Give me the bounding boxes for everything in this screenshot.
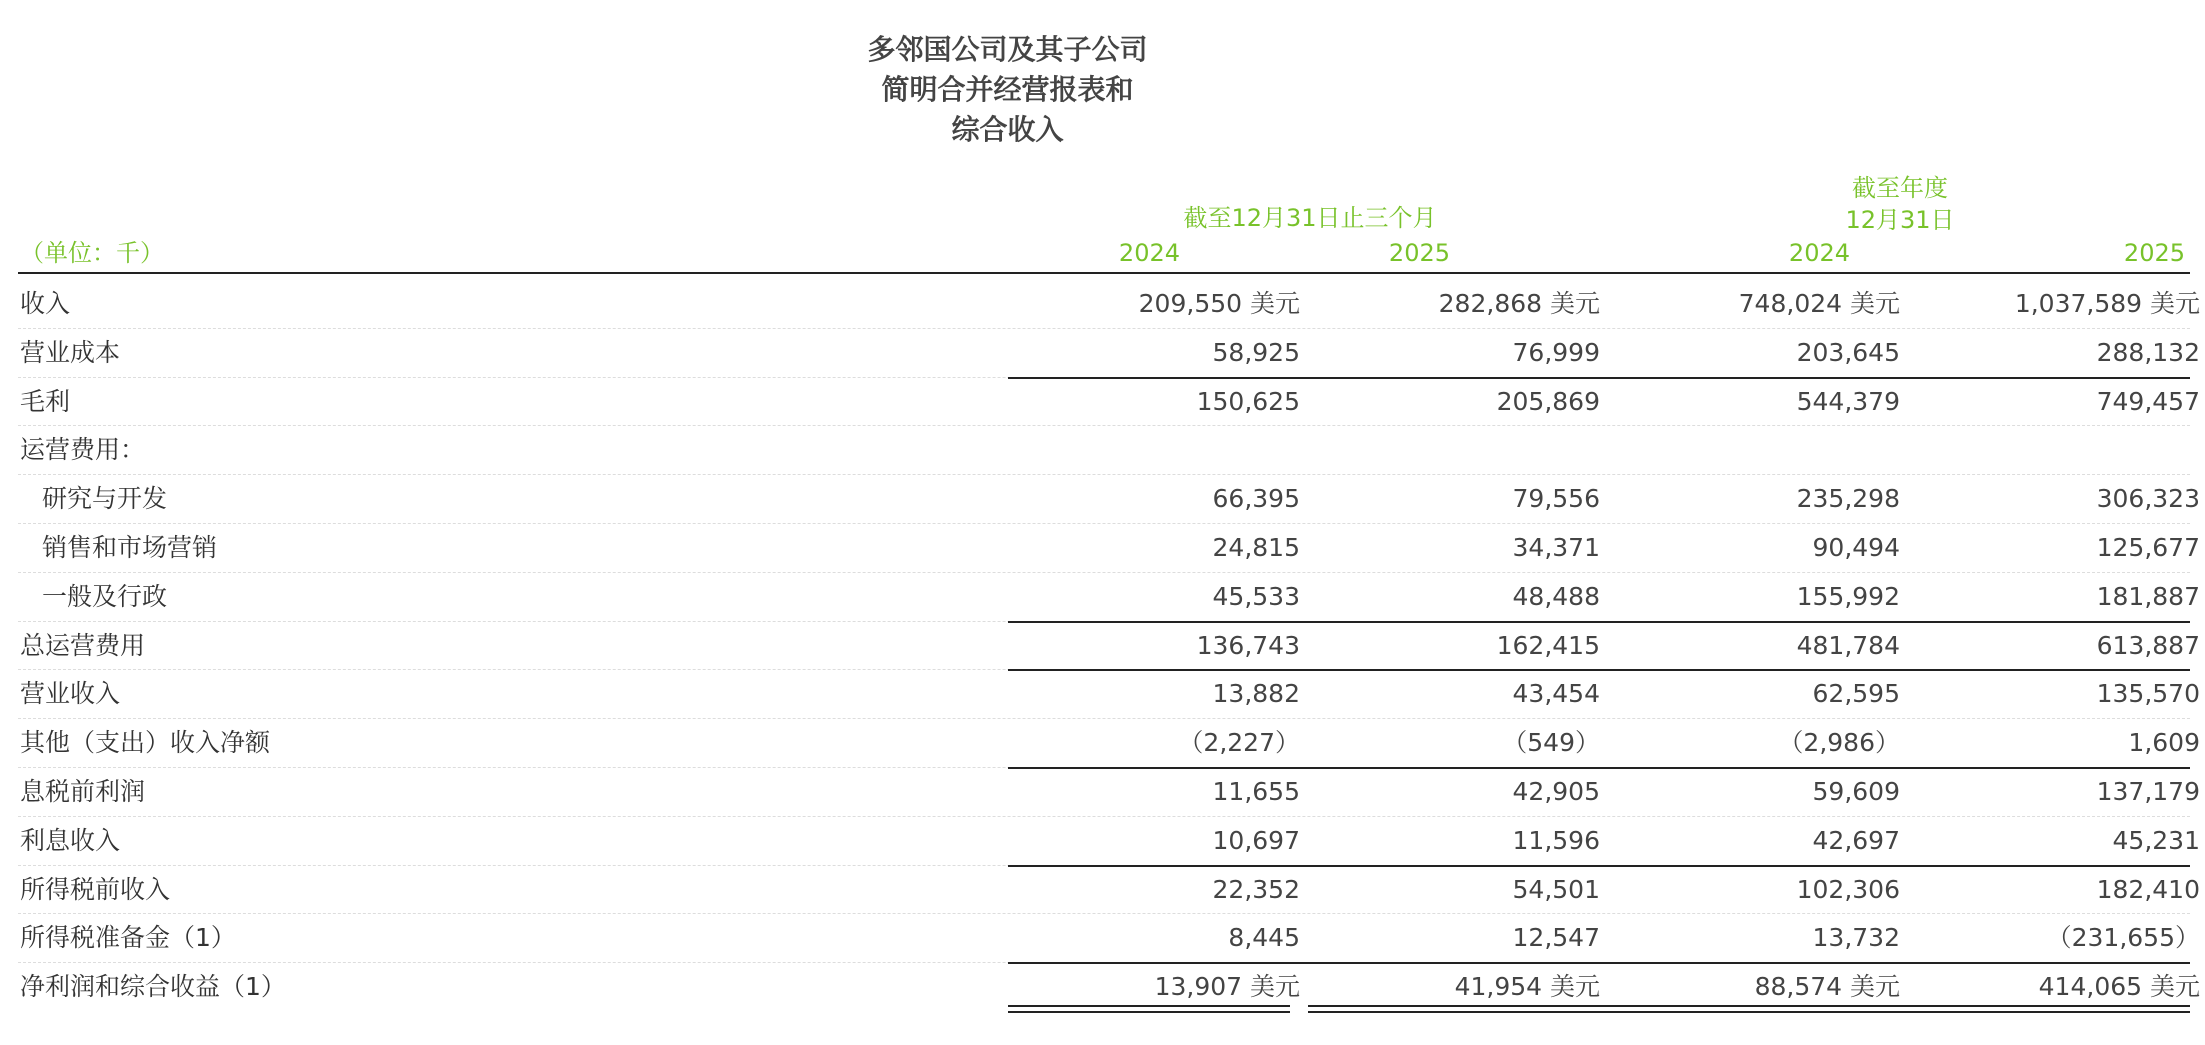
cell-fy2025: 181,887 xyxy=(2096,581,2200,611)
row-label: 一般及行政 xyxy=(42,581,168,611)
year-ended-header-line-2: 12月31日 xyxy=(1845,206,1955,234)
row-label: 营业收入 xyxy=(20,679,121,709)
total-double-rule-left xyxy=(1008,1005,1290,1013)
header-rule xyxy=(18,272,2190,274)
row-label: 收入 xyxy=(20,289,71,318)
three-months-header: 截至12月31日止三个月 xyxy=(1183,204,1437,232)
year-header-fy-2024: 2024 xyxy=(1788,239,1850,267)
cell-q2024: 209,550 美元 xyxy=(1138,289,1300,318)
row-label: 息税前利润 xyxy=(20,776,146,806)
cell-fy2024: （2,986） xyxy=(1778,728,1900,758)
cell-q2025: 162,415 xyxy=(1496,630,1600,660)
row-label: 利息收入 xyxy=(20,825,121,855)
row-total-operating-expenses xyxy=(18,622,2200,671)
cell-q2025: 11,596 xyxy=(1512,825,1600,855)
cell-fy2024: 748,024 美元 xyxy=(1738,289,1900,318)
cell-fy2024: 90,494 xyxy=(1812,532,1900,562)
row-label: 所得税前收入 xyxy=(20,874,171,904)
cell-q2025: 79,556 xyxy=(1512,484,1600,514)
cell-fy2024: 62,595 xyxy=(1812,679,1900,709)
cell-q2025: （549） xyxy=(1502,728,1600,758)
row-cost-of-revenue xyxy=(18,329,2200,378)
cell-q2024: 150,625 xyxy=(1196,386,1300,416)
year-header-fy-2025: 2025 xyxy=(2123,239,2185,267)
row-revenue xyxy=(18,280,2200,329)
row-label: 销售和市场营销 xyxy=(42,532,218,562)
row-general-administrative xyxy=(18,573,2200,622)
cell-q2025: 12,547 xyxy=(1512,923,1600,953)
row-other-income-net xyxy=(18,719,2200,768)
cell-q2025: 42,905 xyxy=(1512,776,1600,806)
cell-q2025: 34,371 xyxy=(1512,532,1600,562)
row-label: 净利润和综合收益（1） xyxy=(20,972,286,1002)
cell-fy2025: 182,410 xyxy=(2096,874,2200,904)
row-label: 营业成本 xyxy=(20,337,121,367)
cell-fy2025: 125,677 xyxy=(2096,532,2200,562)
row-ebit xyxy=(18,768,2200,817)
cell-q2025: 48,488 xyxy=(1512,581,1600,611)
cell-fy2024: 203,645 xyxy=(1796,337,1900,367)
cell-fy2024: 481,784 xyxy=(1796,630,1900,660)
row-interest-income xyxy=(18,817,2200,866)
income-statement-table xyxy=(18,280,2200,1012)
cell-fy2024: 13,732 xyxy=(1812,923,1900,953)
cell-q2024: 10,697 xyxy=(1212,825,1300,855)
row-label: 所得税准备金（1） xyxy=(20,923,236,953)
cell-fy2024: 155,992 xyxy=(1796,581,1900,611)
cell-fy2024: 544,379 xyxy=(1796,386,1900,416)
cell-q2024: 45,533 xyxy=(1212,581,1300,611)
statement-title xyxy=(0,30,2205,150)
unit-label: （单位：千） xyxy=(20,239,164,267)
cell-q2025: 205,869 xyxy=(1496,386,1600,416)
cell-q2024: 24,815 xyxy=(1212,532,1300,562)
cell-q2024: 11,655 xyxy=(1212,776,1300,806)
cell-q2025: 76,999 xyxy=(1512,337,1600,367)
cell-fy2025: （231,655） xyxy=(2046,923,2200,953)
row-label: 研究与开发 xyxy=(42,484,168,514)
cell-fy2025: 306,323 xyxy=(2096,484,2200,514)
cell-fy2025: 135,570 xyxy=(2096,679,2200,709)
cell-fy2024: 102,306 xyxy=(1796,874,1900,904)
row-gross-profit xyxy=(18,378,2200,427)
cell-q2024: 66,395 xyxy=(1212,484,1300,514)
title-line-2: 简明合并经营报表和 xyxy=(881,73,1134,106)
title-line-3: 综合收入 xyxy=(951,113,1064,146)
cell-q2024: 8,445 xyxy=(1228,923,1300,953)
cell-fy2024: 42,697 xyxy=(1812,825,1900,855)
cell-fy2025: 288,132 xyxy=(2096,337,2200,367)
row-tax-provision xyxy=(18,914,2200,963)
cell-fy2025: 414,065 美元 xyxy=(2038,972,2200,1002)
row-label: 总运营费用 xyxy=(20,630,146,660)
cell-fy2024: 59,609 xyxy=(1812,776,1900,806)
row-sales-marketing xyxy=(18,524,2200,573)
row-label: 毛利 xyxy=(20,386,71,416)
year-ended-header xyxy=(1740,172,2060,236)
cell-q2024: 58,925 xyxy=(1212,337,1300,367)
cell-fy2025: 137,179 xyxy=(2096,776,2200,806)
cell-q2024: 13,882 xyxy=(1212,679,1300,709)
title-line-1: 多邻国公司及其子公司 xyxy=(867,33,1148,66)
cell-fy2025: 749,457 xyxy=(2096,386,2200,416)
cell-fy2025: 613,887 xyxy=(2096,630,2200,660)
cell-fy2024: 235,298 xyxy=(1796,484,1900,514)
total-double-rule-right xyxy=(1308,1005,2190,1013)
cell-q2025: 41,954 美元 xyxy=(1454,972,1600,1002)
year-ended-header-line-1: 截至年度 xyxy=(1852,174,1948,202)
cell-q2024: 13,907 美元 xyxy=(1154,972,1300,1002)
row-income-before-tax xyxy=(18,866,2200,915)
cell-fy2025: 1,037,589 美元 xyxy=(2014,289,2200,318)
cell-q2025: 54,501 xyxy=(1512,874,1600,904)
cell-q2025: 282,868 美元 xyxy=(1438,289,1600,318)
year-header-q-2025: 2025 xyxy=(1388,239,1450,267)
cell-q2024: 136,743 xyxy=(1196,630,1300,660)
row-label: 其他（支出）收入净额 xyxy=(20,728,271,758)
row-label: 运营费用： xyxy=(20,435,146,465)
row-operating-expenses-heading xyxy=(18,426,2190,475)
cell-q2024: 22,352 xyxy=(1212,874,1300,904)
cell-q2025: 43,454 xyxy=(1512,679,1600,709)
row-research-development xyxy=(18,475,2200,524)
cell-fy2025: 1,609 xyxy=(2128,728,2200,758)
cell-fy2024: 88,574 美元 xyxy=(1754,972,1900,1002)
cell-fy2025: 45,231 xyxy=(2112,825,2200,855)
year-header-q-2024: 2024 xyxy=(1118,239,1180,267)
cell-q2024: （2,227） xyxy=(1178,728,1300,758)
row-operating-income xyxy=(18,670,2200,719)
